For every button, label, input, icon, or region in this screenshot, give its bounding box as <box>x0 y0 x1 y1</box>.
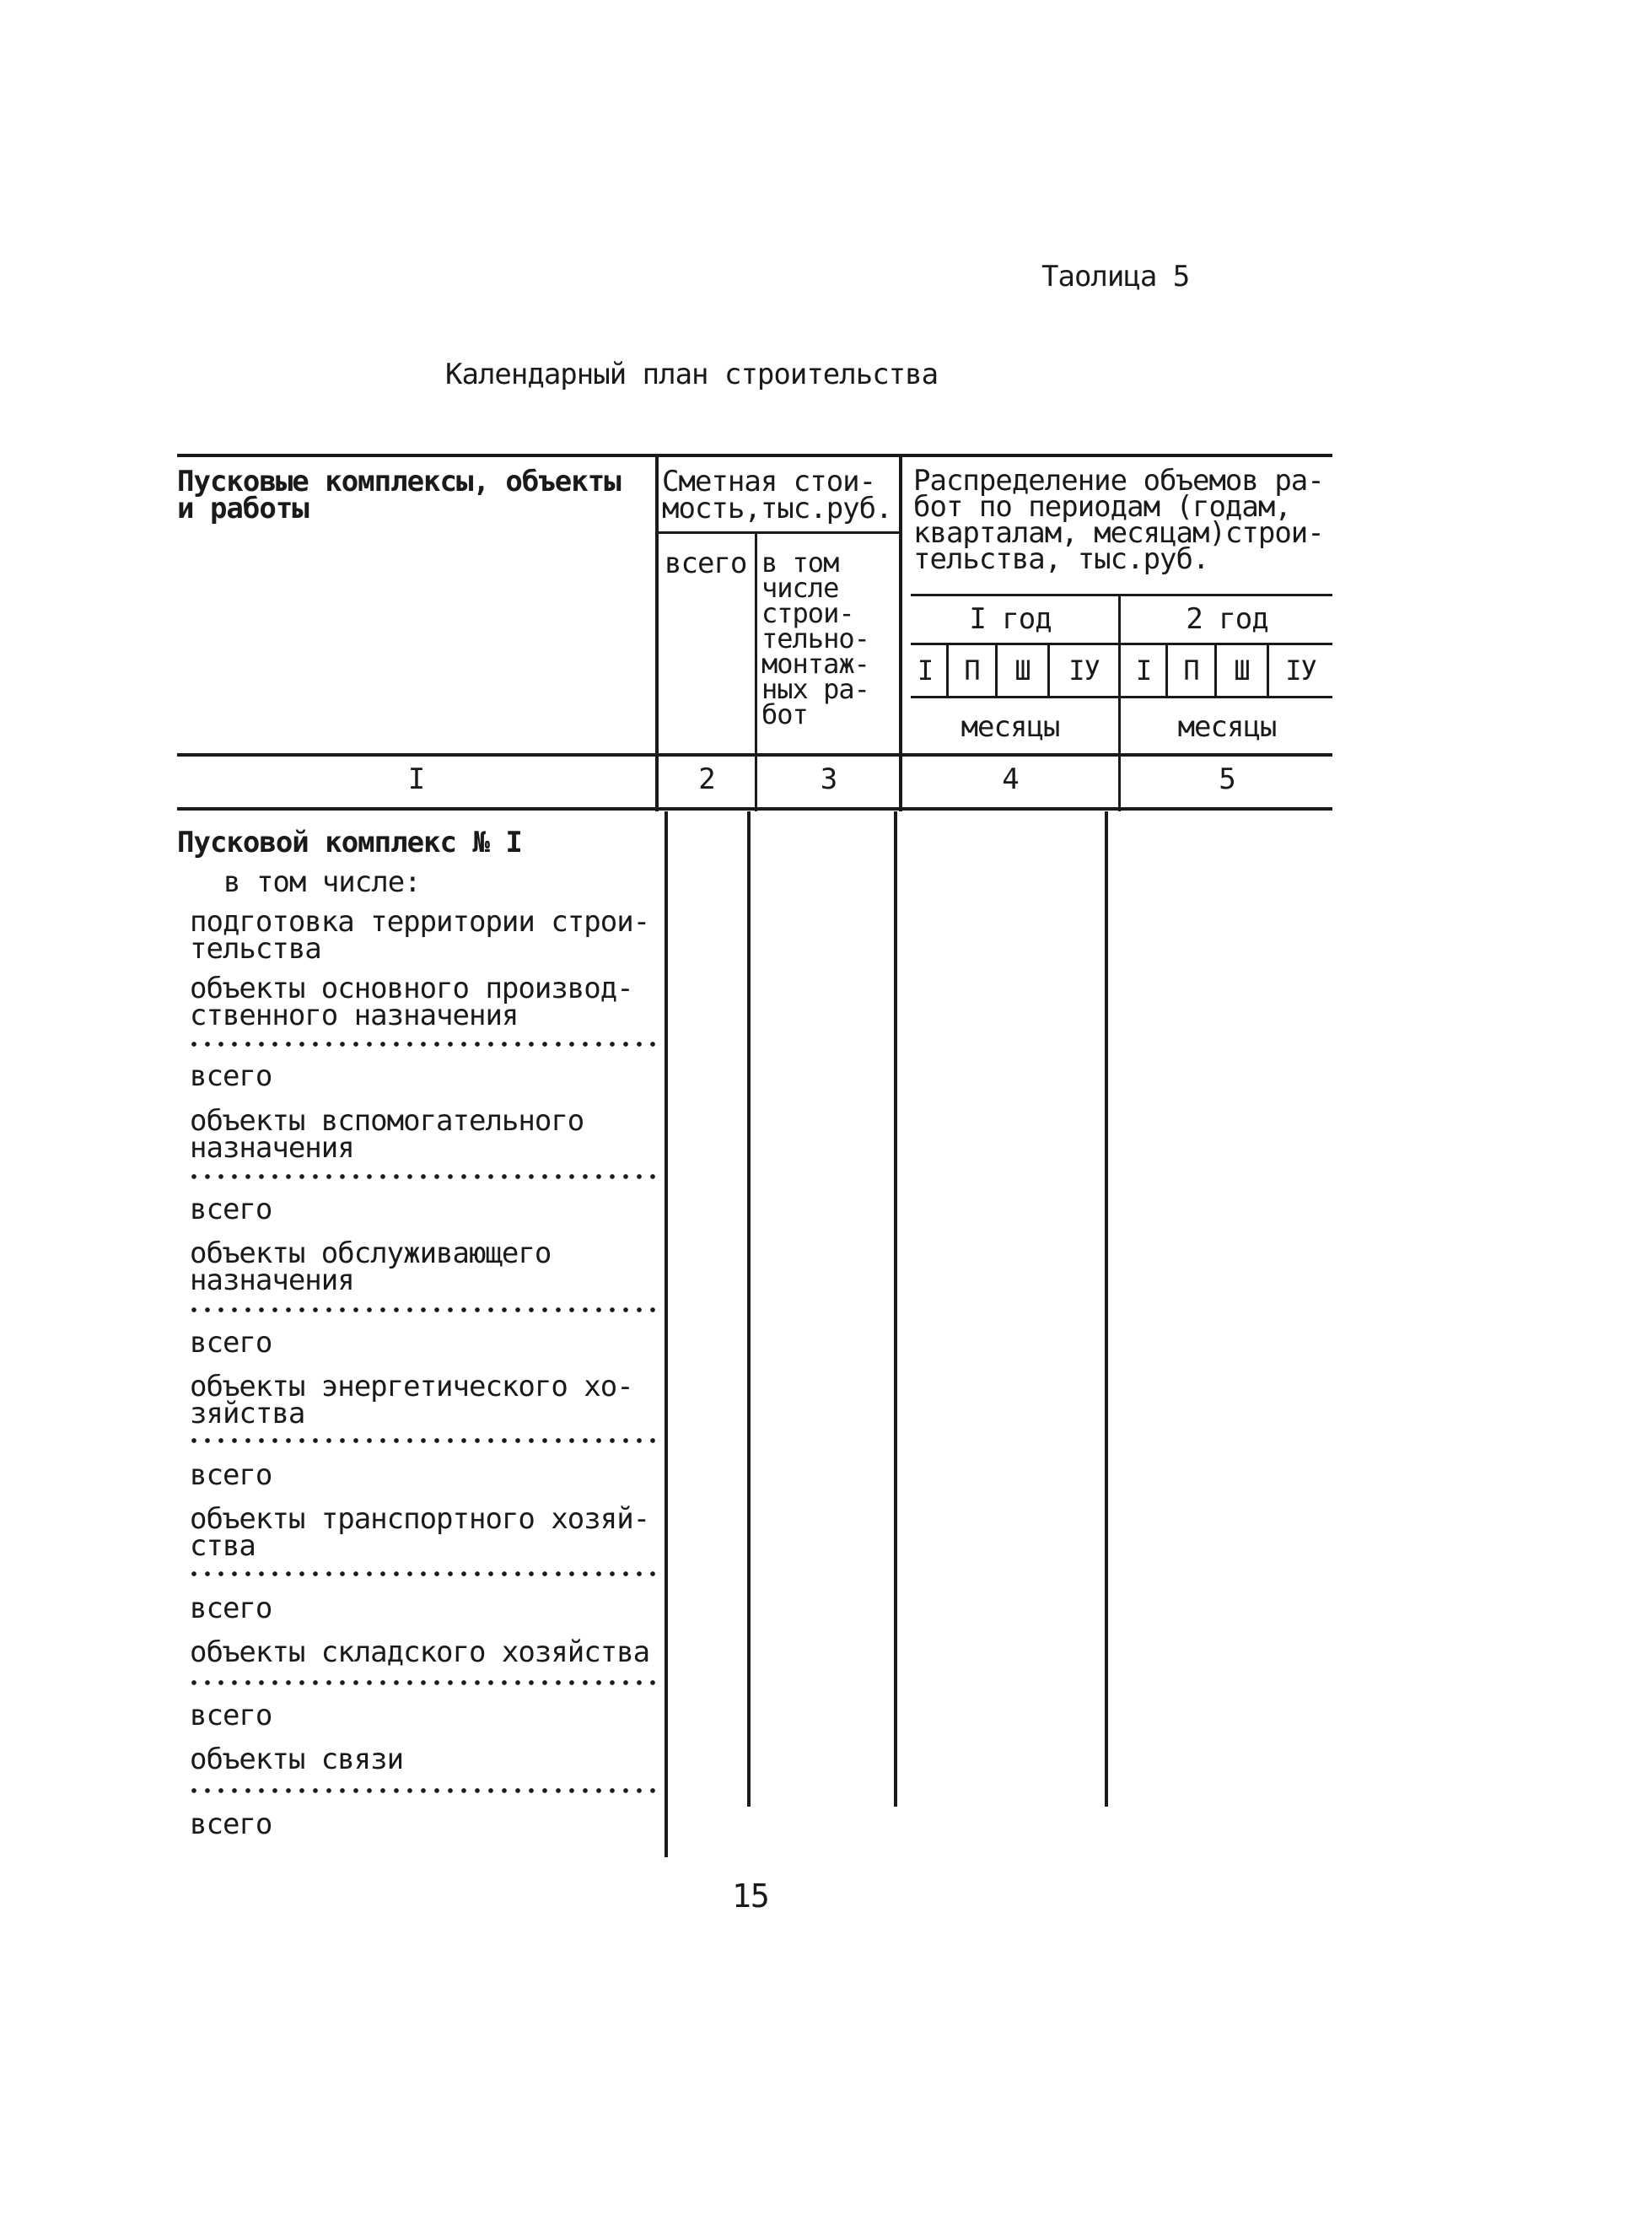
header-col1-line2: и работы <box>177 492 309 525</box>
header-distribution <box>913 464 1324 576</box>
header-smr-line2: числе <box>761 572 839 604</box>
row-7-dots <box>187 1680 659 1685</box>
header-smr-line7: бот <box>761 698 808 730</box>
header-divider-2 <box>755 533 757 811</box>
row-2-line2: ственного назначения <box>190 999 519 1032</box>
row-5 <box>190 1370 633 1430</box>
row-5-dots <box>187 1438 659 1443</box>
col-number-5: 5 <box>1219 762 1235 796</box>
header-divider-1 <box>655 454 659 811</box>
header-divider-3 <box>899 454 902 811</box>
row-3-total: всего <box>190 1193 272 1226</box>
row-2 <box>190 972 633 1032</box>
row-2-dots <box>187 1042 659 1047</box>
header-distribution-line4: тельства, тыс.руб. <box>913 542 1209 576</box>
row-2-line1: объекты основного производ- <box>190 972 633 1005</box>
header-smr <box>761 547 869 730</box>
header-q1-3: Ш <box>1014 655 1030 687</box>
page-number: 15 <box>732 1877 769 1915</box>
body-divider-3 <box>894 811 897 1807</box>
header-smr-line3: строи- <box>761 597 854 629</box>
distribution-sub-rule <box>911 594 1332 596</box>
smeta-sub-rule <box>658 531 902 534</box>
row-1-line1: подготовка территории строи- <box>190 905 650 939</box>
row-6 <box>190 1502 650 1563</box>
row-2-total: всего <box>190 1059 272 1093</box>
row-4-total: всего <box>190 1326 272 1360</box>
header-smr-line6: ных ра- <box>761 673 869 705</box>
header-year2: 2 год <box>1186 602 1268 636</box>
col-number-1: I <box>407 762 425 796</box>
row-8-total: всего <box>190 1807 272 1841</box>
header-q2-2: П <box>1183 655 1199 687</box>
row-5-line2: зяйства <box>190 1397 305 1430</box>
row-4-dots <box>187 1307 659 1312</box>
header-smeta <box>662 465 892 525</box>
header-distribution-line1: Распределение объемов ра- <box>913 464 1324 498</box>
col-number-4: 4 <box>1002 762 1019 796</box>
row-4-line1: объекты обслуживающего <box>190 1236 552 1270</box>
row-1 <box>190 905 650 966</box>
row-3-line2: назначения <box>190 1131 354 1165</box>
header-smr-line5: монтаж- <box>761 648 869 680</box>
header-months2: месяцы <box>1177 710 1277 744</box>
row-6-line1: объекты транспортного хозяй- <box>190 1502 650 1536</box>
header-vsego: всего <box>665 547 747 580</box>
body-divider-1 <box>665 811 668 1857</box>
row-3-line1: объекты вспомогательного <box>190 1104 584 1138</box>
row-7-total: всего <box>190 1699 272 1732</box>
header-smeta-line2: мость,тыс.руб. <box>662 492 892 525</box>
row-vtom: в том числе: <box>223 865 421 899</box>
row-3 <box>190 1104 584 1165</box>
page-title: Календарный план строительства <box>445 358 939 391</box>
year-sub-rule <box>911 643 1332 645</box>
header-q2-1: I <box>1135 655 1152 687</box>
header-smr-line4: тельно- <box>761 622 869 655</box>
header-col1-line1: Пусковые комплексы, объекты <box>177 465 621 498</box>
body-divider-2 <box>747 811 751 1807</box>
header-year1: I год <box>969 602 1052 636</box>
row-6-total: всего <box>190 1592 272 1625</box>
row-8-line1: объекты связи <box>190 1743 404 1776</box>
row-7 <box>190 1635 650 1669</box>
row-6-dots <box>187 1571 659 1576</box>
row-8 <box>190 1743 404 1776</box>
row-3-dots <box>187 1174 659 1179</box>
table-label: Таолица 5 <box>1041 260 1190 294</box>
header-distribution-line2: бот по периодам (годам, <box>913 490 1291 524</box>
row-4 <box>190 1236 552 1297</box>
row-8-dots <box>187 1788 659 1793</box>
header-q2-4: IУ <box>1285 655 1316 687</box>
header-months1: месяцы <box>961 710 1060 744</box>
row-6-line2: ства <box>190 1529 256 1563</box>
header-divider-4 <box>1118 594 1121 811</box>
header-q2-3: Ш <box>1234 655 1250 687</box>
row-1-line2: тельства <box>190 932 321 966</box>
row-7-line1: объекты складского хозяйства <box>190 1635 650 1669</box>
header-top-rule <box>177 454 1332 457</box>
row-complex: Пусковой комплекс № I <box>177 826 522 859</box>
header-smeta-line1: Сметная стои- <box>662 465 876 498</box>
header-col1 <box>177 465 621 525</box>
row-5-line1: объекты энергетического хо- <box>190 1370 633 1403</box>
quarter-sub-rule <box>911 696 1332 698</box>
row-4-line2: назначения <box>190 1263 354 1297</box>
header-q1-2: П <box>964 655 980 687</box>
header-distribution-line3: кварталам, месяцам)строи- <box>913 516 1324 550</box>
header-q1-1: I <box>917 655 934 687</box>
body-divider-4 <box>1105 811 1108 1807</box>
header-q1-4: IУ <box>1068 655 1100 687</box>
col-number-2: 2 <box>698 762 715 796</box>
header-smr-line1: в том <box>761 547 839 579</box>
row-5-total: всего <box>190 1458 272 1492</box>
col-number-3: 3 <box>820 762 837 796</box>
